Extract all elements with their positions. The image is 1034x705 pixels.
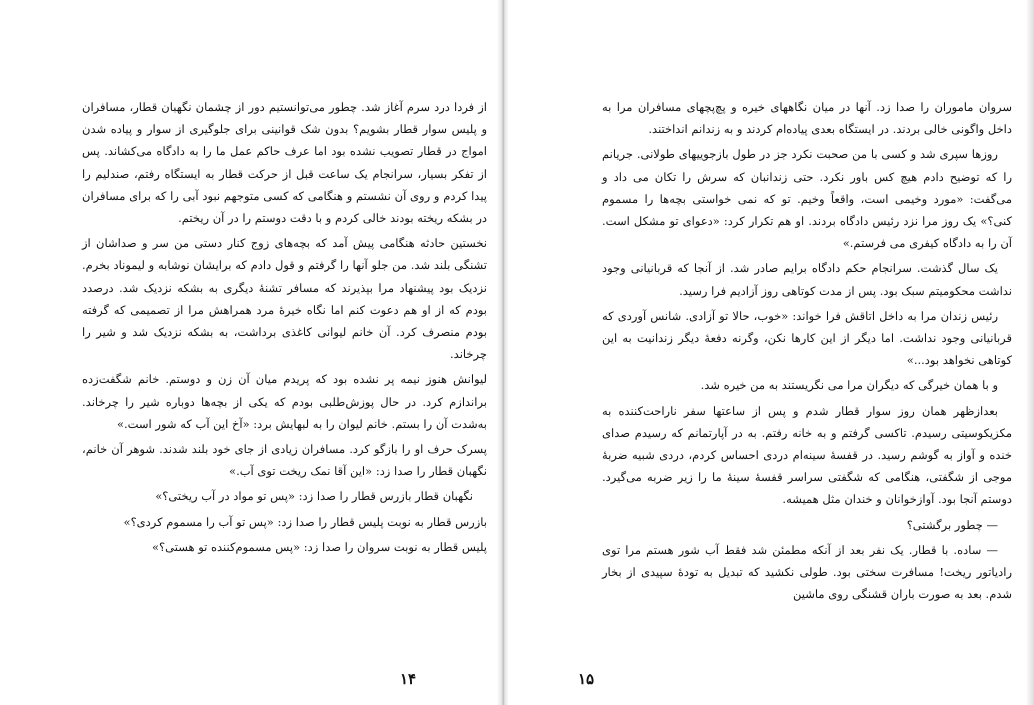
left-page (0, 0, 503, 705)
paragraph: پلیس قطار به نوبت سروان را صدا زد: «پس مسموم‌کننده تو هستی؟» (152, 539, 487, 554)
right-page (508, 0, 1034, 705)
paragraph: سروان ماموران را صدا زد. آنها در میان نگاههای خیره و پچ‌پچهای مسافران مرا به داخل واگونی خالی بردند. در ایستگاه بعدی پیاده‌ام کردند و به زندانم انداختند. (602, 100, 1012, 137)
paragraph: روزها سپری شد و کسی با من صحبت نکرد جز در طول بازجوییهای طولانی. جریانم را که توضیح دادم هیچ کس باور نکرد. حتی زندانبان که سرش را تکان می داد و می‌گفت: «مورد وخیمی است، واقعاً وخیم. تو که نمی خواستی بچه‌ها را مسموم کنی؟» یک روز مرا نزد رئیس دادگاه بردند. او هم تکرار کرد: «دعوای تو مشکل است. آن را به دادگاه کیفری می فرستم.» (602, 147, 1012, 251)
page-number-right: ۱۵ (578, 670, 595, 688)
paragraph: یک سال گذشت. سرانجام حکم دادگاه برایم صادر شد. از آنجا که قربانیانی وجود نداشت محکومیتم سبک بود. پس از مدت کوتاهی روز آزادیم فرا رسید. (602, 261, 1012, 298)
paragraph: نخستین حادثه هنگامی پیش آمد که بچه‌های زوج کنار دستی من سر و صداشان از تشنگی بلند شد. من جلو آنها را گرفتم و قول دادم که برایشان نوشابه و لیموناد بخرم. نزدیک بود پیشنهاد مرا بپذیرند که مسافر تشنهٔ دیگری به بشکه نزدیک شد. درصدد بودم که از او هم دعوت کنم اما نگاه خیرهٔ مرد همراهش مرا از تصمیمی که گرفته بودم منصرف کرد. آن خانم لیوانی کاغذی برداشت، به بشکه نزدیک شد و شیر را چرخاند. (82, 236, 487, 362)
paragraph: رئیس زندان مرا به داخل اتاقش فرا خواند: «خوب، حالا تو آزادی. شانس آوردی که قربانیانی وجود نداشت. اما دیگر از این کارها نکن، وگرنه دفعهٔ دیگر زندانیت به این کوتاهی نخواهد بود...» (602, 308, 1012, 368)
paragraph: بازرس قطار به نوبت پلیس قطار را صدا زد: «پس تو آب را مسموم کردی؟» (123, 514, 487, 529)
paragraph: پسرک حرف او را بازگو کرد. مسافران زیادی از جای خود بلند شدند. شوهر آن خانم، نگهبان قطار را صدا زد: «این آقا نمک ریخت توی آب.» (82, 442, 487, 479)
paragraph: از فردا درد سرم آغاز شد. چطور می‌توانستیم دور از چشمان نگهبان قطار، مسافران و پلیس سوار قطار بشویم؟ بدون شک قوانینی برای جلوگیری از سوار و پیاده شدن امواج در قطار تصویب نشده بود اما عرف حاکم عمل ما را به دادگاه می‌کشاند. پس از تفکر بسیار، سرانجام یک ساعت قبل از حرکت قطار به ایستگاه رفتم، صندلیم را پیدا کردم و روی آن نشستم و هنگامی که کسی متوجهم نبود آبی را که برای مسافران در بشکه ریخته بودند خالی کردم و با دقت دوستم را در آن ریختم. (82, 100, 487, 226)
page-number-left: ۱۴ (400, 670, 417, 688)
dialogue-line: — ساده. با قطار. یک نفر بعد از آنکه مطمئن شد فقط آب شور هستم مرا توی رادیاتور ریخت! مسافرت سختی بود. طولی نکشید که تبدیل به تودهٔ سپیدی از بخار شدم. بعد به صورت باران قشنگی روی ماشین (602, 542, 1012, 602)
right-page-text (602, 96, 1012, 608)
paragraph: نگهبان قطار بازرس قطار را صدا زد: «پس تو مواد در آب ریختی؟» (155, 489, 473, 504)
dialogue-line: — چطور برگشتی؟ (906, 517, 998, 532)
page-edge-shadow (1026, 0, 1034, 705)
paragraph: بعدازظهر همان روز سوار قطار شدم و پس از ساعتها سفر ناراحت‌کننده به مکزیکوسیتی رسیدم. تاکسی گرفتم و به خانه رفتم. به در آپارتمانم که رسیدم صدای خنده و آواز به گوشم رسید. در قفسهٔ سینه‌ام دردی احساس کردم، دردی شبیه ضربهٔ موجی از شگفتی، هنگامی که شگفتی سراسر قفسهٔ سینهٔ ما را زیر ضربه می‌گیرد. دوستم آنجا بود. آوازخوانان و خندان مثل همیشه. (602, 403, 1012, 507)
paragraph: لیوانش هنوز نیمه پر نشده بود که پریدم میان آن زن و دوستم. خانم شگفت‌زده براندازم کرد. در حال پوزش‌طلبی بودم که یکی از بچه‌ها دوباره شیر را چرخاند. به‌شدت آن را بستم. خانم لیوان را به لبهایش برد: «آخ این آب که شور است.» (82, 372, 487, 431)
paragraph: و با همان خیرگی که دیگران مرا می نگریستند به من خیره شد. (700, 378, 998, 393)
left-page-text (82, 96, 487, 561)
